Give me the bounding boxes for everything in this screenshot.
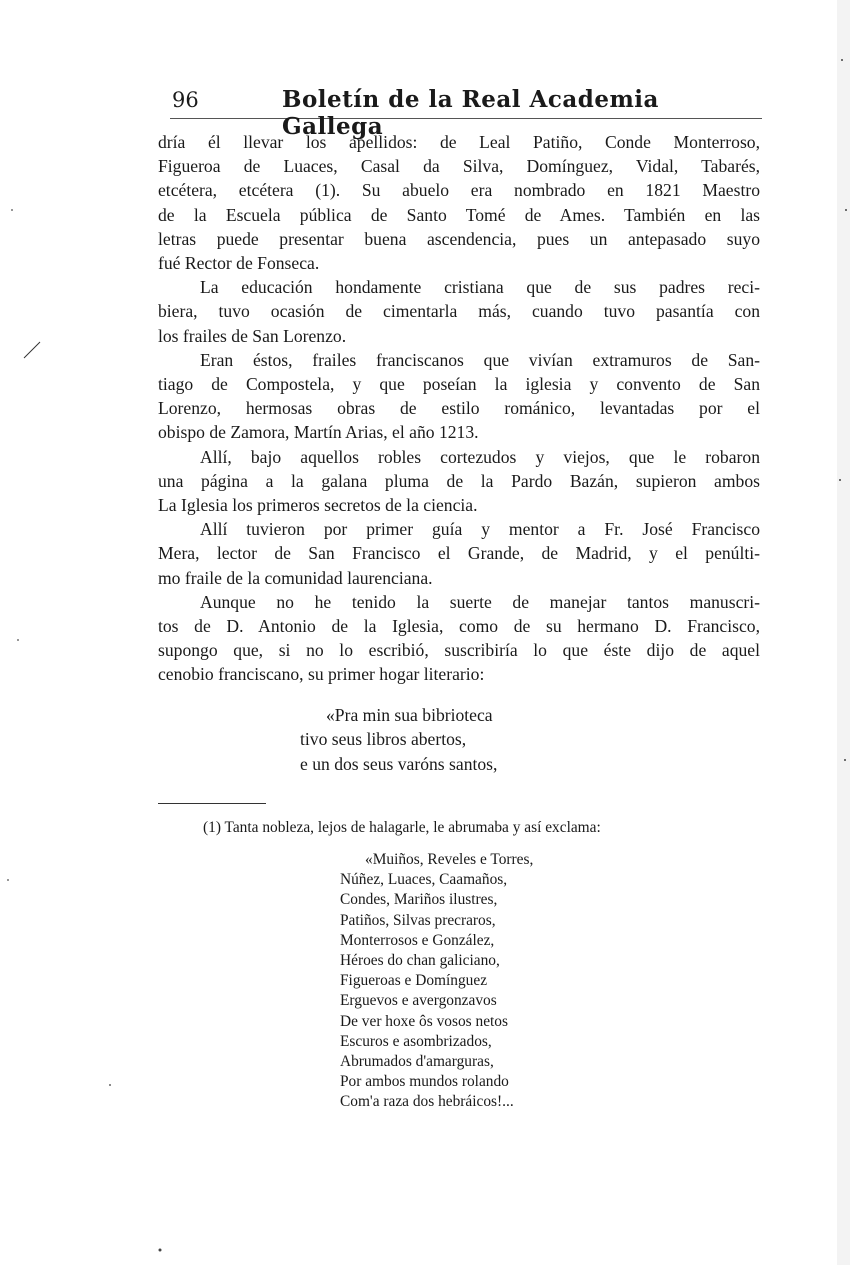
paragraph-start: Allí, bajo aquellos robles cortezudos y viejos, que le robaron: [200, 446, 760, 467]
poem-line: «Pra min sua bibrioteca: [326, 705, 493, 725]
text-line: de la Escuela pública de Santo Tomé de Ames. También en las: [158, 204, 760, 225]
text-line: tiago de Compostela, y que poseían la iglesia y convento de San: [158, 374, 760, 395]
footnote-poem-line: Héroes do chan galiciano,: [340, 952, 500, 970]
text-line: Figueroa de Luaces, Casal da Silva, Domínguez, Vidal, Tabarés,: [158, 156, 760, 177]
paragraph-start: La educación hondamente cristiana que de sus padres reci-: [200, 277, 760, 298]
scan-dot: [845, 209, 847, 211]
text-line: los frailes de San Lorenzo.: [158, 325, 347, 346]
poem-line: tivo seus libros abertos,: [300, 729, 467, 750]
footnote-poem: [340, 850, 640, 1113]
text-line: Mera, lector de San Francisco el Grande, de Madrid, y el penúlti-: [158, 543, 760, 564]
scan-dot: [839, 479, 841, 481]
page-number: 96: [172, 88, 199, 112]
footnote-poem-line: Patiños, Silvas precraros,: [340, 911, 496, 929]
scan-dot: [841, 59, 843, 61]
quoted-poem: [300, 703, 630, 776]
poem-line: e un dos seus varóns santos,: [300, 753, 498, 774]
text-line: dría él llevar los apellidos: de Leal Patiño, Conde Monterroso,: [158, 132, 760, 152]
footnote-poem-line: Núñez, Luaces, Caamaños,: [340, 871, 508, 889]
text-line: etcétera, etcétera (1). Su abuelo era nombrado en 1821 Maestro: [158, 180, 760, 201]
text-line: biera, tuvo ocasión de cimentarla más, cuando tuvo pasantía con: [158, 301, 760, 322]
footnote-poem-line: Monterrosos e González,: [340, 931, 495, 949]
paragraph-start: Aunque no he tenido la suerte de manejar tantos manuscri-: [200, 591, 760, 612]
scan-dot: [11, 209, 13, 211]
scan-dot: [159, 1249, 162, 1252]
text-line: Lorenzo, hermosas obras de estilo románico, levantadas por el: [158, 398, 760, 419]
scan-dot: [7, 879, 9, 881]
footnote-poem-line: «Muiños, Reveles e Torres,: [365, 851, 534, 868]
text-line: letras puede presentar buena ascendencia, pues un antepasado suyo: [158, 228, 760, 249]
main-text: [158, 130, 760, 687]
text-line: La Iglesia los primeros secretos de la ciencia.: [158, 495, 478, 516]
footnote-poem-line: Abrumados d'amarguras,: [340, 1053, 494, 1071]
scan-mark: [24, 342, 40, 358]
footnote-poem-line: Por ambos mundos rolando: [340, 1073, 509, 1091]
footnote-poem-line: Escuros e asombrizados,: [340, 1032, 492, 1050]
text-line: cenobio franciscano, su primer hogar literario:: [158, 664, 485, 685]
journal-title: Boletín de la Real Academia Gallega: [282, 86, 659, 140]
running-header: [170, 82, 762, 140]
text-line: fué Rector de Fonseca.: [158, 253, 320, 274]
footnote-poem-line: Com'a raza dos hebráicos!...: [340, 1093, 514, 1111]
paragraph-start: Eran éstos, frailes franciscanos que vivían extramuros de San-: [200, 349, 760, 370]
text-line: tos de D. Antonio de la Iglesia, como de su hermano D. Francisco,: [158, 616, 760, 637]
footnote-text: (1) Tanta nobleza, lejos de halagarle, le abrumaba y así exclama:: [203, 819, 601, 836]
scan-dot: [109, 1084, 111, 1086]
footnote-poem-line: Figueroas e Domínguez: [340, 972, 488, 990]
paragraph-start: Allí tuvieron por primer guía y mentor a Fr. José Francisco: [200, 519, 760, 540]
footnote-poem-line: Condes, Mariños ilustres,: [340, 891, 498, 909]
scan-dot: [844, 759, 846, 761]
footnote-poem-line: De ver hoxe ôs vosos netos: [340, 1012, 508, 1030]
text-line: mo fraile de la comunidad laurenciana.: [158, 567, 433, 588]
scan-dot: [17, 639, 19, 641]
page-edge: [837, 0, 850, 1265]
text-line: obispo de Zamora, Martín Arias, el año 1213.: [158, 422, 479, 443]
text-line: una página a la galana pluma de la Pardo Bazán, supieron ambos: [158, 470, 760, 491]
footnote-poem-line: Erguevos e avergonzavos: [340, 992, 497, 1010]
text-line: supongo que, si no lo escribió, suscribiría lo que éste dijo de aquel: [158, 640, 760, 661]
footnote-divider: [158, 803, 266, 804]
